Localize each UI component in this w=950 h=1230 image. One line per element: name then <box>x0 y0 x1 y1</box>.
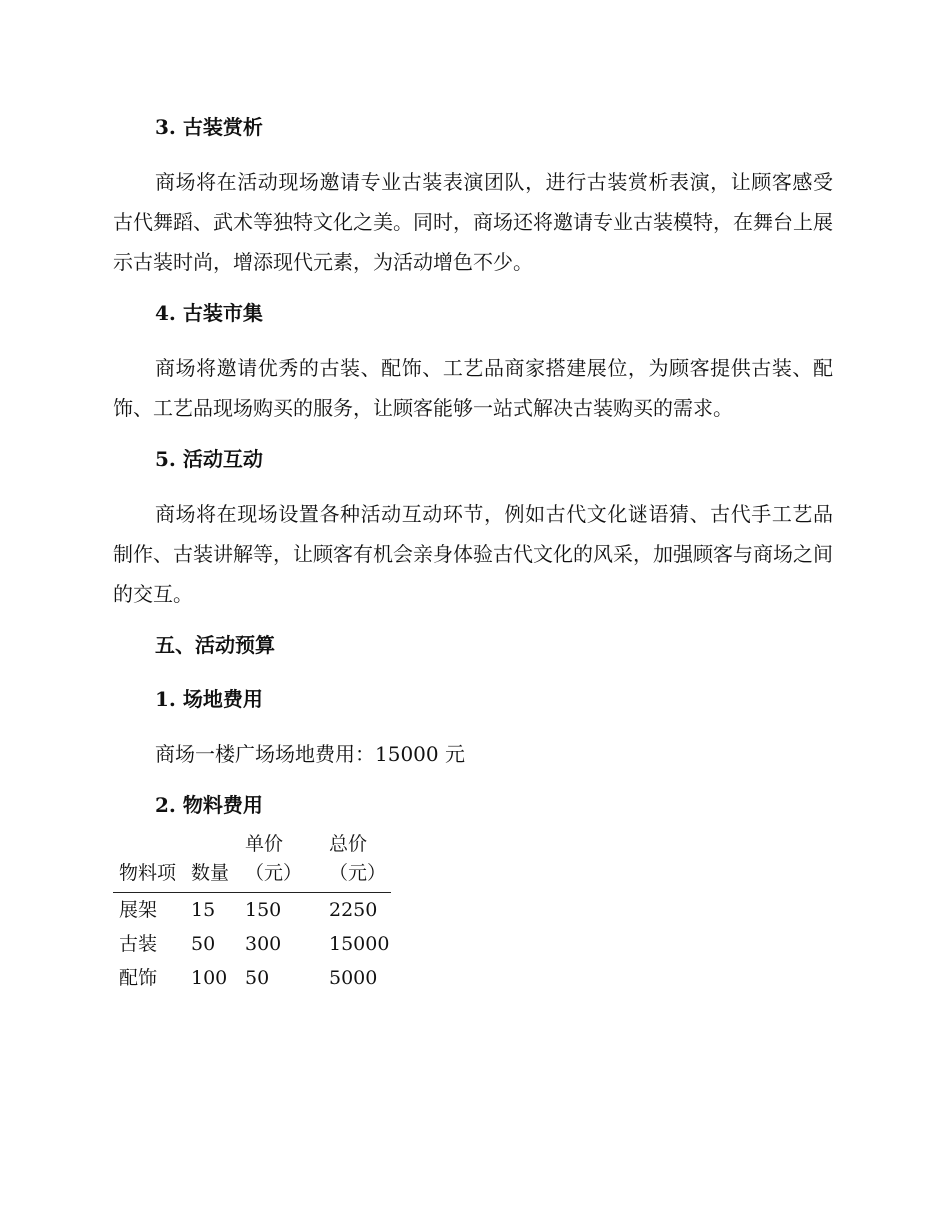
section-heading-5: 5. 活动互动 <box>155 447 263 471</box>
table-cell: 100 <box>191 967 228 989</box>
venue-cost-text: 商场一楼广场场地费用：15000 元 <box>155 742 465 766</box>
table-cell: 50 <box>245 967 270 989</box>
table-cell: 15000 <box>329 933 390 955</box>
table-cell: 展架 <box>119 899 158 921</box>
table-header-cell: 物料项 <box>113 830 185 893</box>
table-row <box>113 927 391 961</box>
table-header-cell: 总价（元） <box>323 830 391 893</box>
material-cost-heading: 2. 物料费用 <box>155 793 263 817</box>
table-row <box>113 961 391 995</box>
section-paragraph-4: 商场将邀请优秀的古装、配饰、工艺品商家搭建展位，为顾客提供古装、配饰、工艺品现场购买的服务，让顾客能够一站式解决古装购买的需求。 <box>113 356 833 420</box>
table-row <box>113 893 391 928</box>
table-cell: 古装 <box>119 933 158 955</box>
table-cell: 150 <box>245 899 282 921</box>
table-cell: 300 <box>245 933 282 955</box>
table-cell: 5000 <box>329 967 378 989</box>
section-paragraph-3: 商场将在活动现场邀请专业古装表演团队，进行古装赏析表演，让顾客感受古代舞蹈、武术等独特文化之美。同时，商场还将邀请专业古装模特，在舞台上展示古装时尚，增添现代元素，为活动增色不少。 <box>113 170 833 274</box>
material-cost-table <box>113 830 391 995</box>
budget-heading: 五、活动预算 <box>155 633 275 657</box>
section-heading-4: 4. 古装市集 <box>155 301 263 325</box>
table-header-row <box>113 830 391 893</box>
table-cell: 配饰 <box>119 967 158 989</box>
table-header-cell: 数量 <box>185 830 239 893</box>
venue-cost-heading: 1. 场地费用 <box>155 687 263 711</box>
document-page <box>113 108 833 995</box>
section-heading-3: 3. 古装赏析 <box>155 115 263 139</box>
table-cell: 15 <box>191 899 216 921</box>
section-paragraph-5: 商场将在现场设置各种活动互动环节，例如古代文化谜语猜、古代手工艺品制作、古装讲解等，让顾客有机会亲身体验古代文化的风采，加强顾客与商场之间的交互。 <box>113 502 833 606</box>
table-cell: 2250 <box>329 899 378 921</box>
table-header-cell: 单价（元） <box>239 830 323 893</box>
table-cell: 50 <box>191 933 216 955</box>
